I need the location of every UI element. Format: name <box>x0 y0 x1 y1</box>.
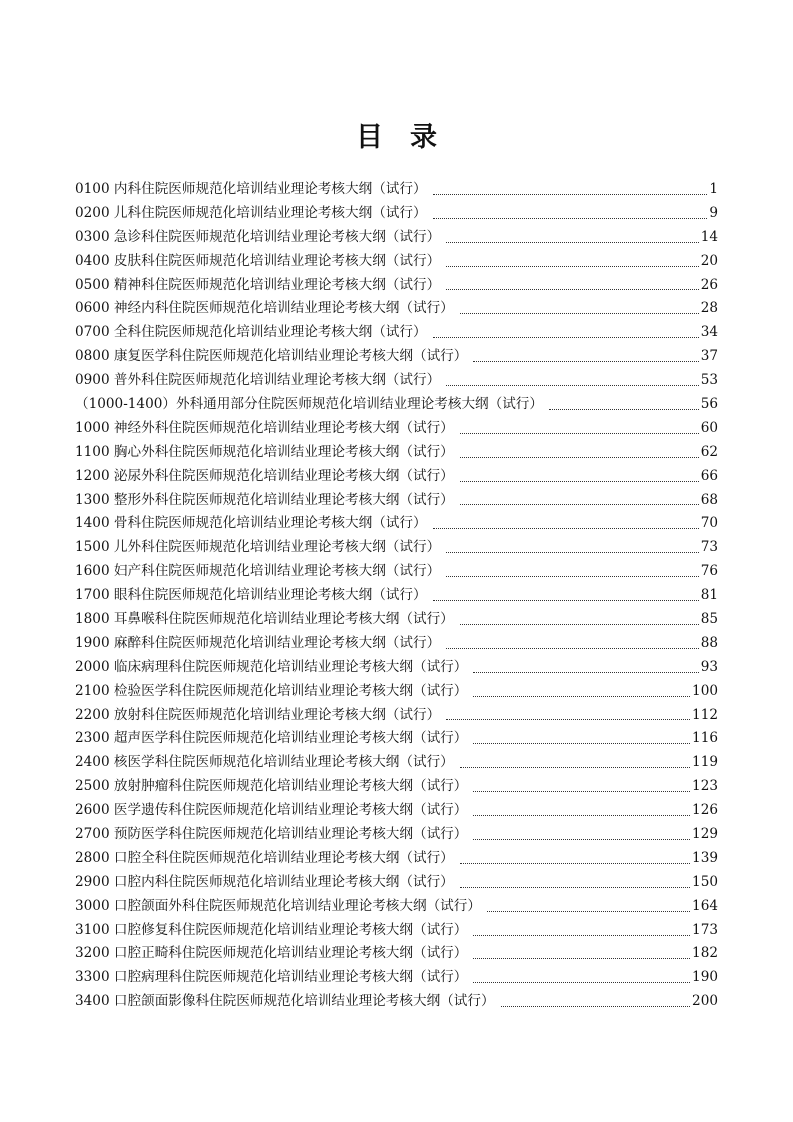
toc-dot-leader <box>460 432 699 434</box>
toc-dot-leader <box>446 288 699 290</box>
toc-entry[interactable] <box>75 632 718 656</box>
toc-entry-page-number: 81 <box>700 587 718 604</box>
toc-dot-leader <box>473 934 690 936</box>
toc-entry-title: 3000 口腔颌面外科住院医师规范化培训结业理论考核大纲（试行） <box>75 897 481 914</box>
toc-entry-title: 0300 急诊科住院医师规范化培训结业理论考核大纲（试行） <box>75 228 441 245</box>
toc-entry-page-number: 14 <box>700 228 718 245</box>
toc-dot-leader <box>473 981 690 983</box>
toc-entry-title: 2300 超声医学科住院医师规范化培训结业理论考核大纲（试行） <box>75 730 468 747</box>
toc-entry-page-number: 1 <box>709 180 718 197</box>
toc-entry-page-number: 164 <box>692 897 718 914</box>
toc-entry-title: 2400 核医学科住院医师规范化培训结业理论考核大纲（试行） <box>75 754 454 771</box>
toc-entry-title: 3200 口腔正畸科住院医师规范化培训结业理论考核大纲（试行） <box>75 945 468 962</box>
toc-dot-leader <box>446 647 699 649</box>
toc-entry[interactable] <box>75 465 718 489</box>
toc-entry[interactable] <box>75 512 718 536</box>
toc-entry[interactable] <box>75 919 718 943</box>
toc-entry[interactable] <box>75 321 718 345</box>
toc-entry-page-number: 150 <box>692 873 718 890</box>
toc-entry-title: 1300 整形外科住院医师规范化培训结业理论考核大纲（试行） <box>75 491 454 508</box>
toc-entry-title: 1100 胸心外科住院医师规范化培训结业理论考核大纲（试行） <box>75 443 454 460</box>
toc-dot-leader <box>473 695 690 697</box>
toc-dot-leader <box>460 886 690 888</box>
toc-entry-page-number: 182 <box>692 945 718 962</box>
toc-entry-page-number: 60 <box>700 419 718 436</box>
toc-entry-title: 2900 口腔内科住院医师规范化培训结业理论考核大纲（试行） <box>75 873 454 890</box>
toc-entry-title: 1800 耳鼻喉科住院医师规范化培训结业理论考核大纲（试行） <box>75 611 454 628</box>
table-of-contents <box>75 178 718 1014</box>
toc-entry-page-number: 85 <box>700 611 718 628</box>
toc-entry-title: 2700 预防医学科住院医师规范化培训结业理论考核大纲（试行） <box>75 826 468 843</box>
toc-entry-page-number: 126 <box>692 802 718 819</box>
toc-entry[interactable] <box>75 274 718 298</box>
toc-entry[interactable] <box>75 847 718 871</box>
toc-entry-title: 3400 口腔颌面影像科住院医师规范化培训结业理论考核大纲（试行） <box>75 993 495 1010</box>
toc-entry-page-number: 70 <box>700 515 718 532</box>
toc-entry-title: 0600 神经内科住院医师规范化培训结业理论考核大纲（试行） <box>75 300 454 317</box>
toc-entry[interactable] <box>75 417 718 441</box>
toc-entry-page-number: 119 <box>692 754 718 771</box>
toc-dot-leader <box>433 599 699 601</box>
toc-entry-page-number: 173 <box>692 921 718 938</box>
toc-entry-title: 0900 普外科住院医师规范化培训结业理论考核大纲（试行） <box>75 372 441 389</box>
toc-entry-page-number: 73 <box>700 539 718 556</box>
toc-dot-leader <box>473 360 698 362</box>
toc-entry-page-number: 116 <box>692 730 718 747</box>
toc-entry-title: 2600 医学遗传科住院医师规范化培训结业理论考核大纲（试行） <box>75 802 468 819</box>
toc-dot-leader <box>446 384 699 386</box>
page-title: 目 录 <box>356 122 437 153</box>
toc-dot-leader <box>446 241 699 243</box>
toc-entry-title: 1900 麻醉科住院医师规范化培训结业理论考核大纲（试行） <box>75 634 441 651</box>
toc-entry-title: 2800 口腔全科住院医师规范化培训结业理论考核大纲（试行） <box>75 849 454 866</box>
toc-entry-page-number: 68 <box>700 491 718 508</box>
toc-entry-title: 2100 检验医学科住院医师规范化培训结业理论考核大纲（试行） <box>75 682 468 699</box>
toc-entry[interactable] <box>75 536 718 560</box>
toc-dot-leader <box>433 217 708 219</box>
toc-entry[interactable] <box>75 608 718 632</box>
toc-dot-leader <box>433 527 699 529</box>
toc-dot-leader <box>501 1005 691 1007</box>
toc-entry-page-number: 123 <box>692 778 718 795</box>
toc-dot-leader <box>446 551 699 553</box>
toc-entry-title: 2000 临床病理科住院医师规范化培训结业理论考核大纲（试行） <box>75 658 468 675</box>
toc-entry-page-number: 53 <box>700 372 718 389</box>
toc-entry-title: 0400 皮肤科住院医师规范化培训结业理论考核大纲（试行） <box>75 252 441 269</box>
toc-entry-title: 0100 内科住院医师规范化培训结业理论考核大纲（试行） <box>75 180 427 197</box>
toc-entry[interactable] <box>75 441 718 465</box>
toc-entry-page-number: 9 <box>709 204 718 221</box>
toc-entry-page-number: 34 <box>700 324 718 341</box>
toc-dot-leader <box>549 408 699 410</box>
toc-dot-leader <box>446 718 690 720</box>
toc-entry[interactable] <box>75 560 718 584</box>
toc-entry-title: 1600 妇产科住院医师规范化培训结业理论考核大纲（试行） <box>75 563 441 580</box>
toc-entry-title: 2200 放射科住院医师规范化培训结业理论考核大纲（试行） <box>75 706 441 723</box>
toc-entry[interactable] <box>75 584 718 608</box>
toc-dot-leader <box>460 503 699 505</box>
toc-entry-title: 0500 精神科住院医师规范化培训结业理论考核大纲（试行） <box>75 276 441 293</box>
toc-entry-page-number: 93 <box>700 658 718 675</box>
toc-entry[interactable] <box>75 250 718 274</box>
toc-entry-page-number: 66 <box>700 467 718 484</box>
toc-dot-leader <box>460 312 699 314</box>
toc-entry-title: 3100 口腔修复科住院医师规范化培训结业理论考核大纲（试行） <box>75 921 468 938</box>
toc-entry-page-number: 76 <box>700 563 718 580</box>
toc-dot-leader <box>473 790 690 792</box>
toc-entry[interactable] <box>75 202 718 226</box>
toc-dot-leader <box>433 336 699 338</box>
toc-entry[interactable] <box>75 680 718 704</box>
toc-entry-page-number: 100 <box>692 682 718 699</box>
toc-entry[interactable] <box>75 895 718 919</box>
toc-entry-page-number: 129 <box>692 826 718 843</box>
toc-entry-page-number: 56 <box>700 396 718 412</box>
toc-entry[interactable] <box>75 178 718 202</box>
toc-dot-leader <box>460 623 699 625</box>
toc-entry[interactable] <box>75 345 718 369</box>
toc-entry[interactable] <box>75 943 718 967</box>
toc-entry[interactable] <box>75 823 718 847</box>
toc-dot-leader <box>460 766 690 768</box>
toc-dot-leader <box>473 957 690 959</box>
toc-entry-page-number: 28 <box>700 300 718 317</box>
toc-entry[interactable] <box>75 656 718 680</box>
toc-entry-title: 2500 放射肿瘤科住院医师规范化培训结业理论考核大纲（试行） <box>75 778 468 795</box>
toc-entry-page-number: 88 <box>700 634 718 651</box>
toc-entry[interactable] <box>75 727 718 751</box>
toc-entry[interactable] <box>75 966 718 990</box>
toc-entry-title: 1400 骨科住院医师规范化培训结业理论考核大纲（试行） <box>75 515 427 532</box>
toc-dot-leader <box>460 480 699 482</box>
toc-entry-page-number: 62 <box>700 443 718 460</box>
toc-entry-page-number: 26 <box>700 276 718 293</box>
toc-entry-title: 0200 儿科住院医师规范化培训结业理论考核大纲（试行） <box>75 204 427 221</box>
toc-entry-title: 0800 康复医学科住院医师规范化培训结业理论考核大纲（试行） <box>75 348 468 365</box>
toc-entry-title: 1700 眼科住院医师规范化培训结业理论考核大纲（试行） <box>75 587 427 604</box>
toc-dot-leader <box>433 193 708 195</box>
toc-entry-title: 3300 口腔病理科住院医师规范化培训结业理论考核大纲（试行） <box>75 969 468 986</box>
toc-dot-leader <box>460 862 690 864</box>
toc-dot-leader <box>473 814 690 816</box>
toc-entry[interactable] <box>75 369 718 393</box>
toc-entry-title: 0700 全科住院医师规范化培训结业理论考核大纲（试行） <box>75 324 427 341</box>
toc-entry-page-number: 20 <box>700 252 718 269</box>
toc-entry[interactable] <box>75 226 718 250</box>
toc-entry[interactable] <box>75 990 718 1014</box>
toc-dot-leader <box>473 671 698 673</box>
toc-entry[interactable] <box>75 393 718 417</box>
toc-entry-page-number: 190 <box>692 969 718 986</box>
toc-entry-title: （1000-1400）外科通用部分住院医师规范化培训结业理论考核大纲（试行） <box>75 396 543 412</box>
toc-dot-leader <box>473 838 690 840</box>
toc-entry[interactable] <box>75 704 718 728</box>
toc-entry-title: 1500 儿外科住院医师规范化培训结业理论考核大纲（试行） <box>75 539 441 556</box>
toc-entry-title: 1000 神经外科住院医师规范化培训结业理论考核大纲（试行） <box>75 419 454 436</box>
toc-dot-leader <box>446 265 699 267</box>
toc-entry[interactable] <box>75 871 718 895</box>
toc-entry-page-number: 200 <box>692 993 718 1010</box>
toc-dot-leader <box>460 456 699 458</box>
toc-entry-page-number: 139 <box>692 849 718 866</box>
toc-entry-title: 1200 泌尿外科住院医师规范化培训结业理论考核大纲（试行） <box>75 467 454 484</box>
toc-dot-leader <box>446 575 699 577</box>
toc-entry[interactable] <box>75 489 718 513</box>
toc-entry-page-number: 112 <box>692 706 718 723</box>
toc-entry[interactable] <box>75 751 718 775</box>
toc-dot-leader <box>487 910 690 912</box>
toc-entry[interactable] <box>75 297 718 321</box>
toc-entry[interactable] <box>75 799 718 823</box>
toc-dot-leader <box>473 742 690 744</box>
toc-entry-page-number: 37 <box>700 348 718 365</box>
toc-entry[interactable] <box>75 775 718 799</box>
